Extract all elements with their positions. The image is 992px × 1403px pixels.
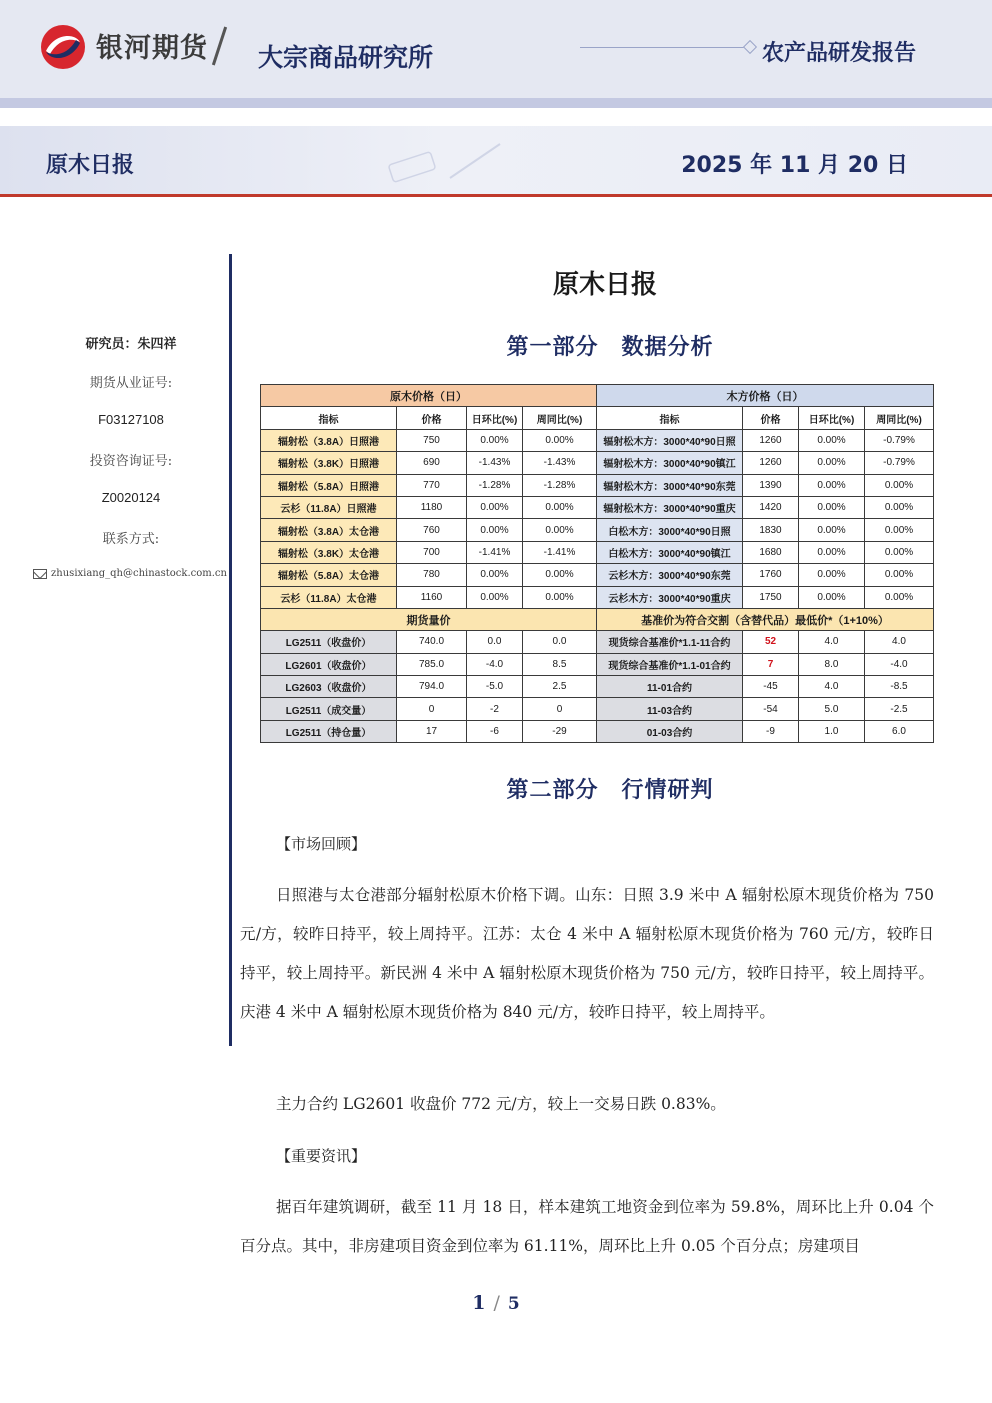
table-row xyxy=(261,452,934,474)
table-cell: 0.00% xyxy=(799,474,865,496)
row-label: LG2511（成交量） xyxy=(261,698,397,720)
column-header: 指标 xyxy=(261,407,397,429)
institute-name: 大宗商品研究所 xyxy=(258,43,434,72)
table-row xyxy=(261,496,934,518)
table-cell: -9 xyxy=(743,720,799,742)
table-cell: 0.00% xyxy=(523,519,597,541)
table-cell: 0.00% xyxy=(523,564,597,586)
table-cell: 1680 xyxy=(743,541,799,563)
table-cell: 0.00% xyxy=(865,541,934,563)
table-cell: 740.0 xyxy=(397,631,467,653)
table-cell: -1.43% xyxy=(523,452,597,474)
header-rule xyxy=(580,47,746,48)
table-cell: 0.00% xyxy=(799,586,865,608)
table-cell: 0.00% xyxy=(799,496,865,518)
group-header-futures: 期货量价 xyxy=(261,608,597,630)
table-cell: 8.5 xyxy=(523,653,597,675)
table-cell: -2 xyxy=(467,698,523,720)
column-header: 价格 xyxy=(397,407,467,429)
table-cell: 0.00% xyxy=(865,586,934,608)
table-row xyxy=(261,429,934,451)
row-label: 11-03合约 xyxy=(597,698,743,720)
table-row xyxy=(261,676,934,698)
row-label: 辐射松（5.8A）日照港 xyxy=(261,474,397,496)
table-cell: 750 xyxy=(397,429,467,451)
logo-text: 银河期货 xyxy=(96,33,208,64)
page-total: 5 xyxy=(507,1294,520,1314)
table-row xyxy=(261,653,934,675)
column-header: 周同比(%) xyxy=(865,407,934,429)
row-label: 白松木方：3000*40*90日照 xyxy=(597,519,743,541)
row-label: 辐射松木方：3000*40*90日照 xyxy=(597,429,743,451)
row-label: 云杉（11.8A）日照港 xyxy=(261,496,397,518)
table-cell: 5.0 xyxy=(799,698,865,720)
table-row xyxy=(261,474,934,496)
table-cell: 1760 xyxy=(743,564,799,586)
row-label: 白松木方：3000*40*90镇江 xyxy=(597,541,743,563)
table-cell: -1.43% xyxy=(467,452,523,474)
table-cell: -6 xyxy=(467,720,523,742)
row-label: 11-01合约 xyxy=(597,676,743,698)
title-band-rule xyxy=(0,194,992,197)
table-cell: 6.0 xyxy=(865,720,934,742)
futures-cert-number: F03127108 xyxy=(98,412,164,427)
table-cell: 0.00% xyxy=(523,586,597,608)
page-separator: / xyxy=(493,1292,500,1314)
table-cell: -1.41% xyxy=(523,541,597,563)
price-table xyxy=(260,384,934,743)
table-cell: -0.79% xyxy=(865,452,934,474)
table-cell: 794.0 xyxy=(397,676,467,698)
row-label: LG2511（收盘价） xyxy=(261,631,397,653)
table-cell: -29 xyxy=(523,720,597,742)
table-cell: 0.00% xyxy=(523,496,597,518)
researcher-name: 研究员：朱四祥 xyxy=(85,337,177,352)
table-cell: 0.00% xyxy=(467,496,523,518)
table-cell: -4.0 xyxy=(865,653,934,675)
group-header-lumber-price: 木方价格（日） xyxy=(597,385,934,407)
table-row xyxy=(261,564,934,586)
table-cell: 7 xyxy=(743,653,799,675)
column-header: 日环比(%) xyxy=(799,407,865,429)
table-cell: 0.00% xyxy=(799,452,865,474)
section-title-analysis: 第二部分 行情研判 xyxy=(506,778,714,803)
table-cell: 52 xyxy=(743,631,799,653)
row-label: 云杉木方：3000*40*90东莞 xyxy=(597,564,743,586)
table-header-row xyxy=(261,407,934,429)
report-date: 2025 年 11 月 20 日 xyxy=(681,153,908,178)
table-cell: 4.0 xyxy=(799,631,865,653)
futures-cert-label: 期货从业证号: xyxy=(89,376,173,391)
mail-icon xyxy=(33,569,47,579)
contract-paragraph: 主力合约 LG2601 收盘价 772 元/方，较上一交易日跌 0.83%。 xyxy=(276,1095,726,1113)
group-header-basis: 基准价为符合交割（含替代品）最低价*（1+10%） xyxy=(597,608,934,630)
table-cell: 760 xyxy=(397,519,467,541)
page-current: 1 xyxy=(472,1292,486,1314)
row-label: 辐射松（3.8K）太仓港 xyxy=(261,541,397,563)
table-cell: -1.41% xyxy=(467,541,523,563)
table-cell: 0.00% xyxy=(799,541,865,563)
row-label: LG2603（收盘价） xyxy=(261,676,397,698)
column-header: 价格 xyxy=(743,407,799,429)
table-cell: 690 xyxy=(397,452,467,474)
row-label: 辐射松（3.8A）太仓港 xyxy=(261,519,397,541)
row-label: 辐射松（5.8A）太仓港 xyxy=(261,564,397,586)
table-cell: 0.00% xyxy=(799,429,865,451)
row-label: 01-03合约 xyxy=(597,720,743,742)
table-cell: 0.00% xyxy=(799,519,865,541)
row-label: 云杉木方：3000*40*90重庆 xyxy=(597,586,743,608)
column-header: 周同比(%) xyxy=(523,407,597,429)
table-group-row xyxy=(261,608,934,630)
table-cell: 1180 xyxy=(397,496,467,518)
table-cell: -0.79% xyxy=(865,429,934,451)
market-review-paragraph: 日照港与太仓港部分辐射松原木价格下调。山东：日照 3.9 米中 A 辐射松原木现货价格为 750 元/方，较昨日持平，较上周持平。江苏：太仓 4 米中 A 辐射松原木现货价格为 760 元/方，较昨日持平，较上周持平。新民洲 4 米中 A 辐射松原木现货价格为 750 元/方，较昨日持平，较上周持平。庆港 4 米中 A 辐射松原木现货价格为 840 元/方，较昨日持平，较上周持平。 xyxy=(240,886,934,1021)
table-cell: 700 xyxy=(397,541,467,563)
row-label: 辐射松（3.8K）日照港 xyxy=(261,452,397,474)
table-cell: 0.00% xyxy=(467,586,523,608)
table-group-row xyxy=(261,385,934,407)
band-title: 原木日报 xyxy=(46,153,135,178)
table-cell: 1260 xyxy=(743,429,799,451)
table-cell: 780 xyxy=(397,564,467,586)
table-cell: 0.00% xyxy=(865,519,934,541)
table-cell: -45 xyxy=(743,676,799,698)
advisory-cert-number: Z0020124 xyxy=(101,490,161,505)
table-cell: 1260 xyxy=(743,452,799,474)
row-label: LG2601（收盘价） xyxy=(261,653,397,675)
table-cell: 770 xyxy=(397,474,467,496)
table-cell: 1420 xyxy=(743,496,799,518)
row-label: 云杉（11.8A）太仓港 xyxy=(261,586,397,608)
table-cell: 0.00% xyxy=(865,474,934,496)
table-cell: -5.0 xyxy=(467,676,523,698)
column-header: 日环比(%) xyxy=(467,407,523,429)
table-cell: 1750 xyxy=(743,586,799,608)
pen-watermark-icon xyxy=(380,138,510,184)
table-row xyxy=(261,541,934,563)
table-cell: 0.00% xyxy=(467,519,523,541)
section-title-data: 第一部分 数据分析 xyxy=(506,335,714,360)
table-cell: 8.0 xyxy=(799,653,865,675)
table-cell: 1390 xyxy=(743,474,799,496)
table-cell: 0 xyxy=(523,698,597,720)
table-cell: 0.00% xyxy=(865,564,934,586)
contact-email[interactable]: zhusixiang_qh@chinastock.com.cn xyxy=(51,568,227,579)
table-row xyxy=(261,631,934,653)
row-label: 辐射松（3.8A）日照港 xyxy=(261,429,397,451)
report-type: 农产品研发报告 xyxy=(762,41,917,66)
table-cell: 1.0 xyxy=(799,720,865,742)
table-cell: -1.28% xyxy=(467,474,523,496)
table-cell: 2.5 xyxy=(523,676,597,698)
column-header: 指标 xyxy=(597,407,743,429)
table-cell: 0 xyxy=(397,698,467,720)
contact-email-row[interactable] xyxy=(30,568,230,579)
table-cell: -8.5 xyxy=(865,676,934,698)
table-cell: 785.0 xyxy=(397,653,467,675)
advisory-cert-label: 投资咨询证号: xyxy=(89,454,173,469)
table-cell: -4.0 xyxy=(467,653,523,675)
header-stripe xyxy=(0,98,992,108)
table-row xyxy=(261,698,934,720)
group-header-log-price: 原木价格（日） xyxy=(261,385,597,407)
row-label: 辐射松木方：3000*40*90东莞 xyxy=(597,474,743,496)
table-cell: 0.00% xyxy=(467,429,523,451)
table-cell: 1160 xyxy=(397,586,467,608)
news-heading: 【重要资讯】 xyxy=(276,1147,367,1165)
galaxy-logo-icon xyxy=(40,24,86,70)
table-cell: 0.00% xyxy=(865,496,934,518)
page-number xyxy=(0,1292,992,1314)
table-cell: -54 xyxy=(743,698,799,720)
table-cell: 0.0 xyxy=(467,631,523,653)
table-cell: 0.0 xyxy=(523,631,597,653)
row-label: 辐射松木方：3000*40*90重庆 xyxy=(597,496,743,518)
table-row xyxy=(261,519,934,541)
table-cell: 4.0 xyxy=(865,631,934,653)
table-cell: -2.5 xyxy=(865,698,934,720)
table-row xyxy=(261,586,934,608)
document-title: 原木日报 xyxy=(552,270,657,300)
table-cell: 0.00% xyxy=(799,564,865,586)
contact-label: 联系方式: xyxy=(102,532,160,547)
news-paragraph: 据百年建筑调研，截至 11 月 18 日，样本建筑工地资金到位率为 59.8%，周环比上升 0.04 个百分点。其中，非房建项目资金到位率为 61.11%，周环比上升 0.05 个百分点；房建项目 xyxy=(240,1198,934,1255)
table-row xyxy=(261,720,934,742)
market-review-heading: 【市场回顾】 xyxy=(276,835,367,853)
table-cell: 1830 xyxy=(743,519,799,541)
row-label: LG2511（持仓量） xyxy=(261,720,397,742)
table-cell: 0.00% xyxy=(467,564,523,586)
row-label: 辐射松木方：3000*40*90镇江 xyxy=(597,452,743,474)
row-label: 现货综合基准价*1.1-11合约 xyxy=(597,631,743,653)
table-cell: 17 xyxy=(397,720,467,742)
row-label: 现货综合基准价*1.1-01合约 xyxy=(597,653,743,675)
table-cell: 0.00% xyxy=(523,429,597,451)
table-cell: 4.0 xyxy=(799,676,865,698)
table-cell: -1.28% xyxy=(523,474,597,496)
